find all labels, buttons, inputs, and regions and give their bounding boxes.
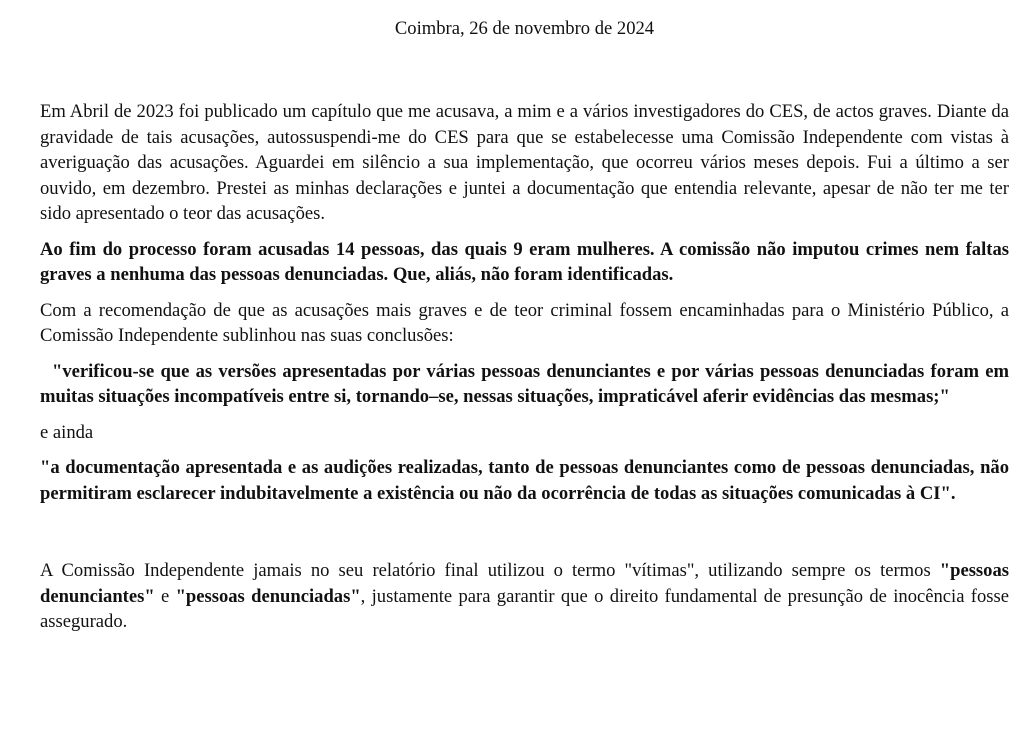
quote-documentation: "a documentação apresentada e as audições realizadas, tanto de pessoas denunciantes como de pessoas denunciadas, não permitiram esclarecer indubitavelmente a existência ou não da ocorrência de todas as situações comunicadas à CI".	[40, 457, 1009, 504]
connector-text: e ainda	[40, 421, 94, 443]
terminology-text-1: A Comissão Independente jamais no seu relatório final utilizou o termo "vítimas", utilizando sempre os termos	[40, 560, 940, 581]
date-line: Coimbra, 26 de novembro de 2024	[394, 18, 655, 39]
quote-versions-incompatible: "verificou-se que as versões apresentadas por várias pessoas denunciantes e por várias pessoas denunciadas foram em muitas situações incompatíveis entre si, tornando–se, nessas situações, impraticável aferir evidências das mesmas;"	[40, 360, 1009, 407]
terminology-text-3: , justamente para garantir que o direito fundamental de presunção de inocência fosse assegurado.	[40, 585, 1009, 632]
paragraph-publication: Em Abril de 2023 foi publicado um capítulo que me acusava, a mim e a vários investigadores do CES, de actos graves. Diante da gravidade de tais acusações, autossuspendi-me do CES para que se estabelecesse uma Comissão Independente com vistas à averiguação das acusações. Aguardei em silêncio a sua implementação, que ocorreu vários meses depois. Fui a último a ser ouvido, em dezembro. Prestei as minhas declarações e juntei a documentação que entendia relevante, apesar de não ter me ter sido apresentado o teor das acusações.	[40, 101, 1009, 224]
paragraph-recommendation: Com a recomendação de que as acusações mais graves e de teor criminal fossem encaminhadas para o Ministério Público, a Comissão Independente sublinhou nas suas conclusões:	[40, 299, 1009, 346]
term-pessoas-denunciantes: "pessoas denunciantes"	[40, 560, 1009, 607]
paragraph-terminology	[40, 558, 1009, 635]
term-pessoas-denunciadas: "pessoas denunciadas"	[175, 585, 361, 607]
terminology-text-2: e	[154, 585, 176, 607]
paragraph-accusations-summary: Ao fim do processo foram acusadas 14 pessoas, das quais 9 eram mulheres. A comissão não imputou crimes nem faltas graves a nenhuma das pessoas denunciadas. Que, aliás, não foram identificadas.	[40, 238, 1009, 285]
